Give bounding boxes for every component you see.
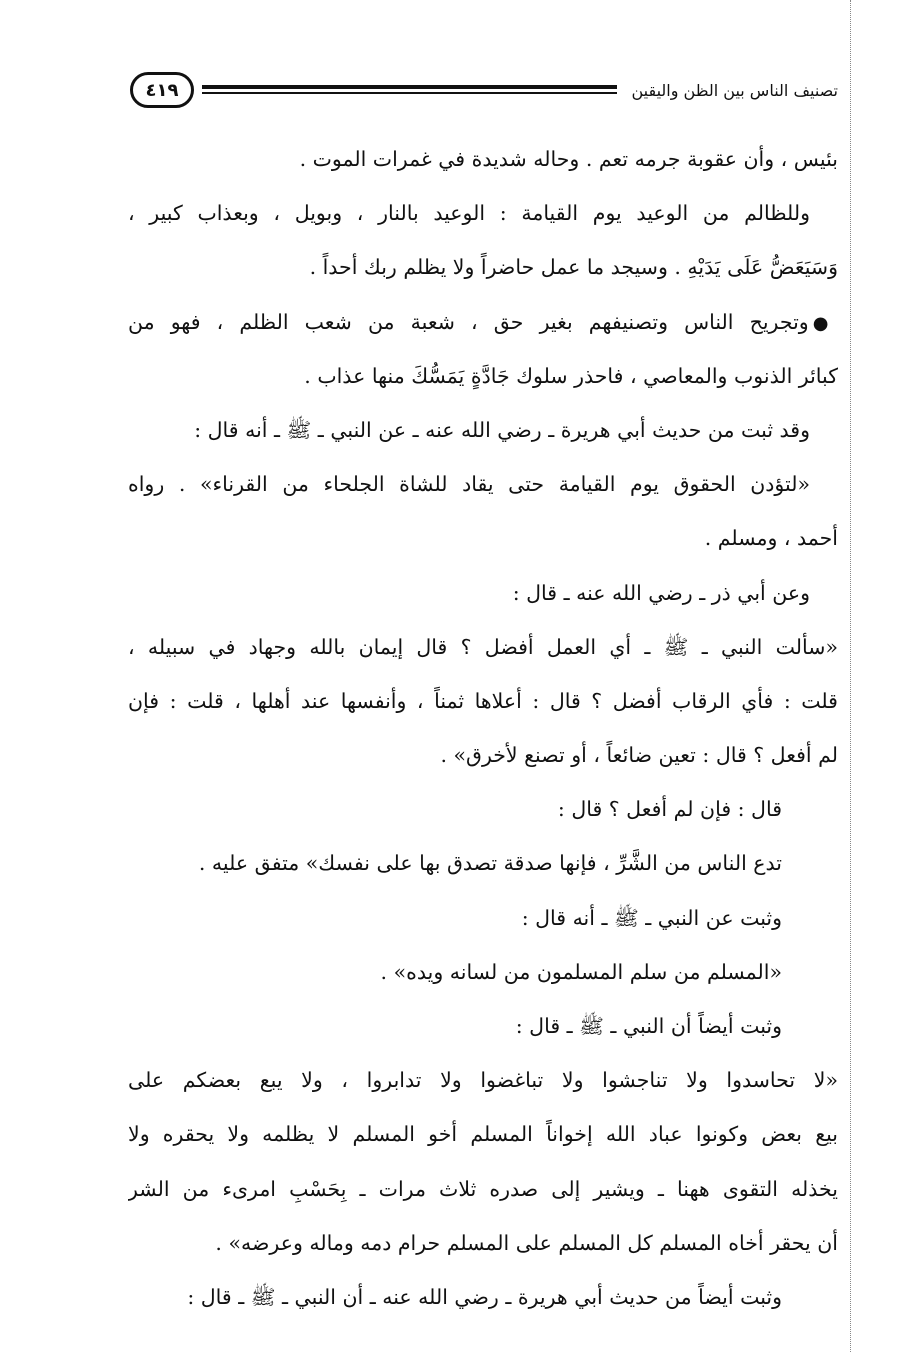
page-header — [130, 66, 838, 114]
body-text — [128, 132, 838, 1324]
text-line: يخذله التقوى ههنا ـ ويشير إلى صدره ثلاث مرات ـ بِحَسْبِ امرىء من الشر — [128, 1176, 838, 1201]
bullet-paragraph-text: وتجريح الناس وتصنيفهم بغير حق ، شعبة من شعب الظلم ، فهو من — [128, 309, 809, 334]
text-line: وللظالم من الوعيد يوم القيامة : الوعيد بالنار ، وبويل ، وبعذاب كبير ، — [128, 201, 810, 226]
bullet-icon: ● — [812, 312, 838, 334]
text-line: وعن أبي ذر ـ رضي الله عنه ـ قال : — [512, 580, 810, 605]
text-line: تدع الناس من الشَّرِّ ، فإنها صدقة تصدق بها على نفسك» متفق عليه . — [198, 851, 782, 876]
text-line: بيع بعض وكونوا عباد الله إخواناً المسلم أخو المسلم لا يظلمه ولا يحقره ولا — [128, 1122, 838, 1147]
text-line: لم أفعل ؟ قال : تعين ضائعاً ، أو تصنع لأخرق» . — [440, 743, 838, 768]
text-line — [128, 295, 838, 349]
text-line: «لتؤدن الحقوق يوم القيامة حتى يقاد للشاة الجلحاء من القرناء» . رواه — [128, 472, 810, 497]
text-line: وثبت أيضاً أن النبي ـ ﷺ ـ قال : — [515, 1014, 782, 1038]
text-line: وَسَيَعَضُّ عَلَى يَدَيْهِ . وسيجد ما عمل حاضراً ولا يظلم ربك أحداً . — [309, 255, 838, 280]
text-line: أن يحقر أخاه المسلم كل المسلم على المسلم حرام دمه وماله وعرضه» . — [215, 1230, 838, 1255]
text-line: أحمد ، ومسلم . — [704, 526, 838, 551]
text-line: كبائر الذنوب والمعاصي ، فاحذر سلوك جَادَّةٍ يَمَسُّكَ منها عذاب . — [304, 363, 838, 388]
text-line: قال : فإن لم أفعل ؟ قال : — [557, 797, 782, 822]
text-line: بئيس ، وأن عقوبة جرمه تعم . وحاله شديدة في غمرات الموت . — [299, 147, 838, 171]
text-line: «المسلم من سلم المسلمون من لسانه ويده» . — [380, 959, 782, 984]
text-line: وقد ثبت من حديث أبي هريرة ـ رضي الله عنه ـ عن النبي ـ ﷺ ـ أنه قال : — [194, 417, 810, 442]
page-number: ٤١٩ — [130, 72, 194, 108]
running-title: تصنيف الناس بين الظن واليقين — [631, 80, 838, 100]
text-line: «لا تحاسدوا ولا تناجشوا ولا تباغضوا ولا تدابروا ، ولا يبع بعضكم على — [128, 1068, 838, 1093]
header-rule — [202, 83, 617, 97]
text-line: قلت : فأي الرقاب أفضل ؟ قال : أعلاها ثمناً ، وأنفسها عند أهلها ، قلت : فإن — [128, 688, 838, 713]
margin-guide — [850, 0, 851, 1352]
text-line: وثبت أيضاً من حديث أبي هريرة ـ رضي الله عنه ـ أن النبي ـ ﷺ ـ قال : — [187, 1284, 782, 1309]
text-line: «سألت النبي ـ ﷺ ـ أي العمل أفضل ؟ قال إيمان بالله وجهاد في سبيله ، — [128, 634, 838, 659]
text-line: وثبت عن النبي ـ ﷺ ـ أنه قال : — [521, 905, 782, 930]
